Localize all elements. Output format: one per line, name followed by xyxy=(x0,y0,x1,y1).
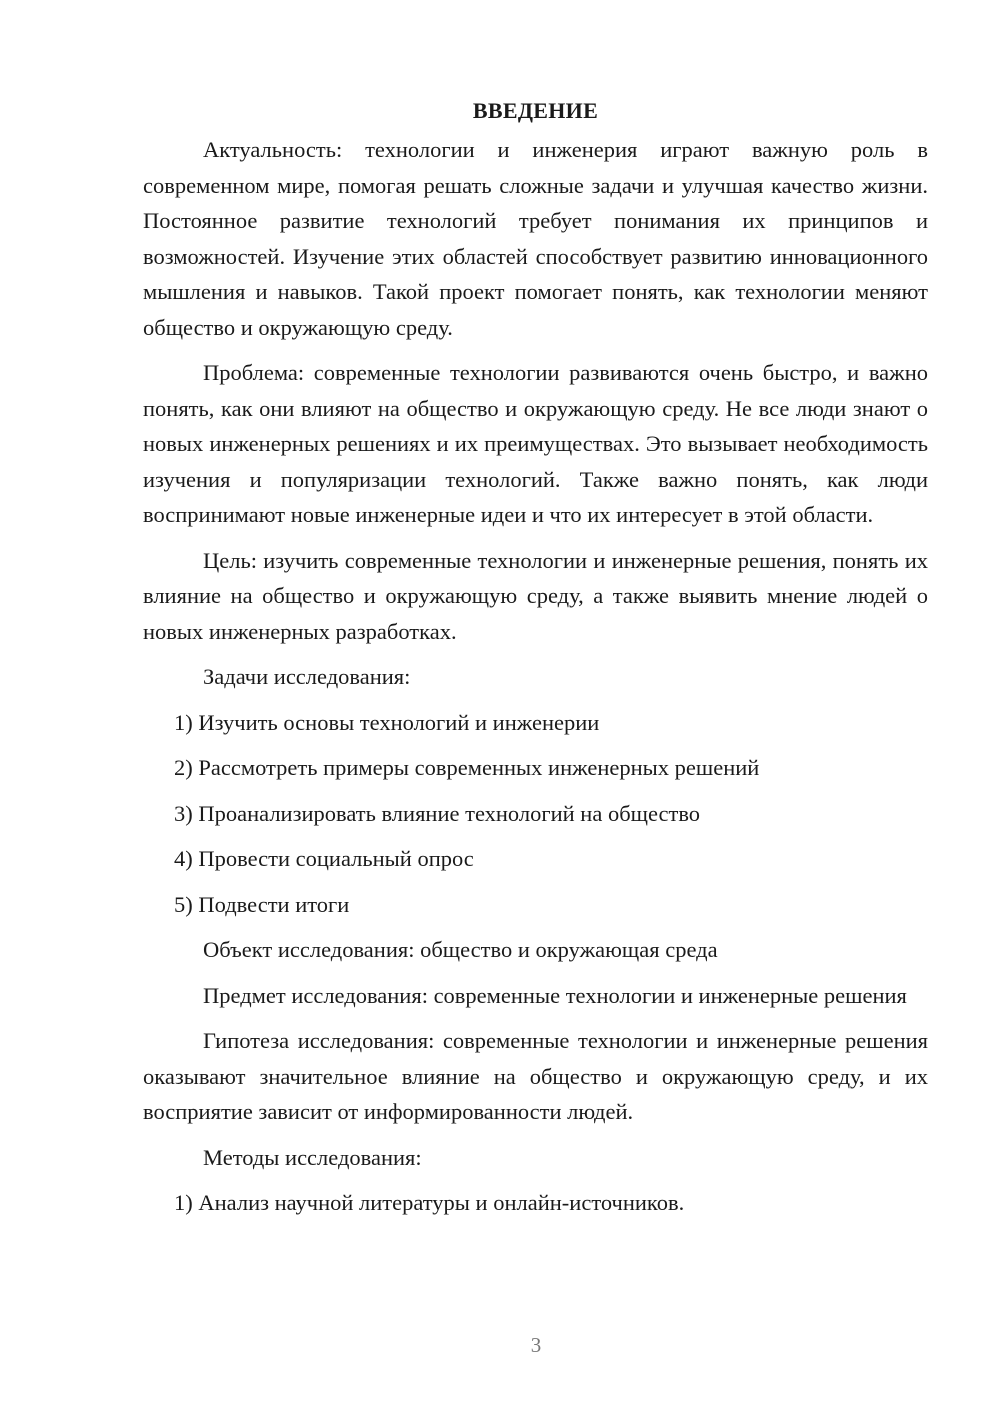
list-item: 3) Проанализировать влияние технологий на общество xyxy=(174,800,701,826)
tasks-heading: Задачи исследования: xyxy=(203,664,411,689)
problem-paragraph: Проблема: современные технологии развиваются очень быстро, и важно понять, как они влияют на общество и окружающую среду. Не все люди знают о новых инженерных решениях и их преимуществах. Это вызывает необходимость изучения и популяризации технологий. Также важно понять, как люди воспринимают новые инженерные идеи и что их интересует в этой области. xyxy=(143,360,928,527)
methods-list xyxy=(143,1185,928,1221)
page-title: ВВЕДЕНИЕ xyxy=(472,98,599,123)
list-item: 1) Анализ научной литературы и онлайн-источников. xyxy=(174,1190,685,1215)
page-number: 3 xyxy=(530,1333,542,1357)
list-item: 5) Подвести итоги xyxy=(174,891,350,917)
goal-paragraph: Цель: изучить современные технологии и инженерные решения, понять их влияние на общество и окружающую среду, а также выявить мнение людей о новых инженерных разработках. xyxy=(143,547,928,644)
hypothesis-paragraph: Гипотеза исследования: современные технологии и инженерные решения оказывают значительное влияние на общество и окружающую среду, и их восприятие зависит от информированности людей. xyxy=(143,1028,928,1124)
list-item: 1) Изучить основы технологий и инженерии xyxy=(174,709,600,735)
object-paragraph: Объект исследования: общество и окружающая среда xyxy=(203,937,718,962)
tasks-list xyxy=(143,705,928,923)
methods-heading: Методы исследования: xyxy=(203,1144,422,1170)
relevance-paragraph: Актуальность: технологии и инженерия играют важную роль в современном мире, помогая решать сложные задачи и улучшая качество жизни. Постоянное развитие технологий требует понимания их принципов и возможностей. Изучение этих областей способствует развитию инновационного мышления и навыков. Такой проект помогает понять, как технологии меняют общество и окружающую среду. xyxy=(143,137,928,340)
list-item: 4) Провести социальный опрос xyxy=(174,846,474,871)
subject-paragraph: Предмет исследования: современные технологии и инженерные решения xyxy=(203,982,907,1008)
list-item: 2) Рассмотреть примеры современных инженерных решений xyxy=(174,755,760,780)
document-page xyxy=(143,96,928,1231)
